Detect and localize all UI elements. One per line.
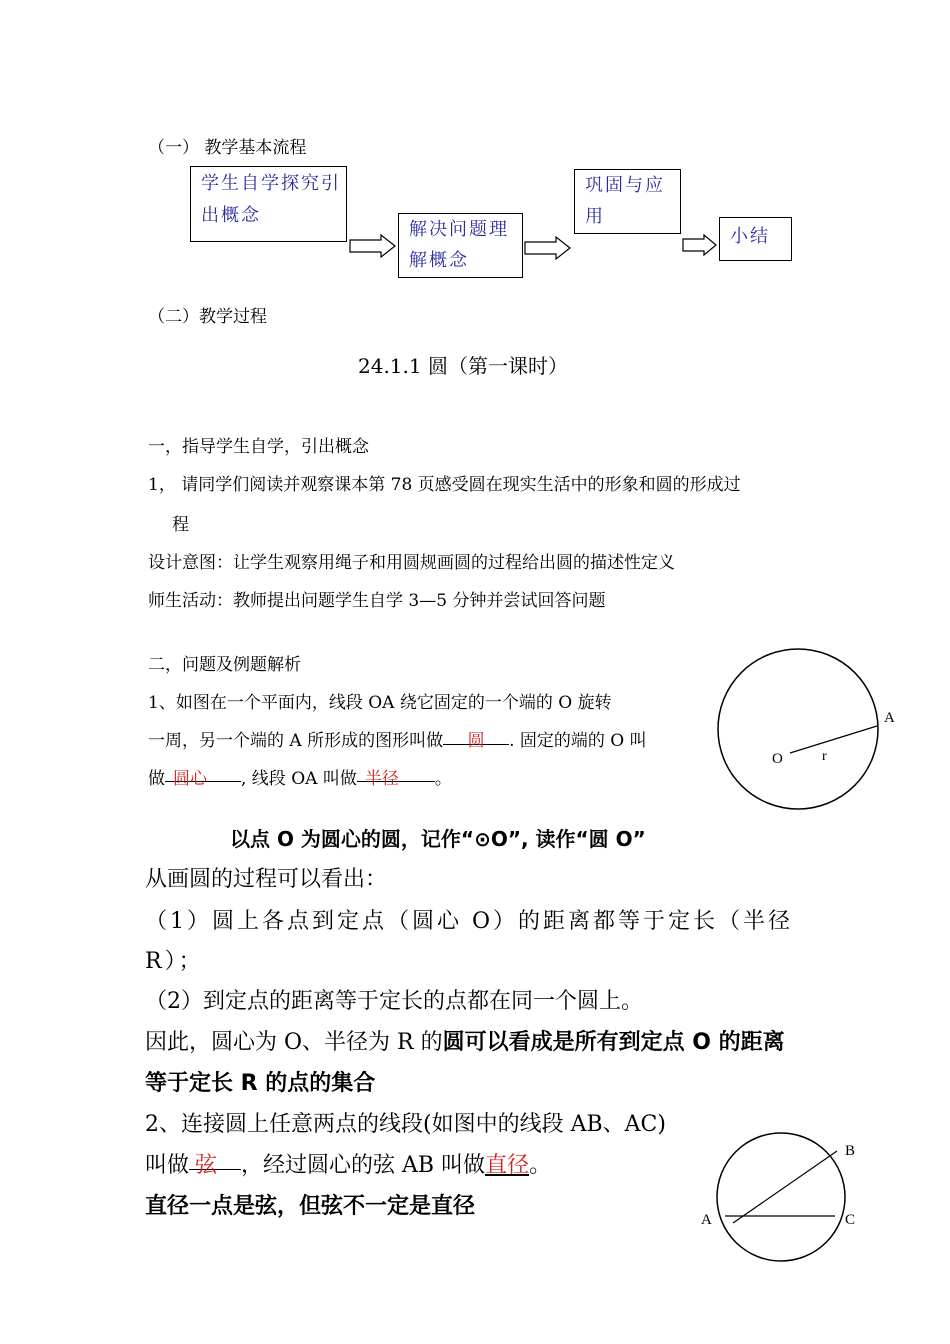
answer-blank-chord xyxy=(189,1148,241,1178)
point-2: （2）到定点的距离等于定长的点都在同一个圆上。 xyxy=(145,989,643,1014)
teacher-student-activity: 师生活动：教师提出问题学生自学 3—5 分钟并尝试回答问题 xyxy=(148,591,606,611)
circle-notation: 以点 O 为圆心的圆，记作“⊙O”, 读作“圆 O” xyxy=(230,827,646,851)
flow-box-self-study xyxy=(190,166,347,242)
flow-arrow-3 xyxy=(682,234,718,256)
flow-box-summary-label: 小结 xyxy=(730,226,770,247)
point-1: （1）圆上各点到定点（圆心 O）的距离都等于定长（半径 R）； xyxy=(145,909,794,974)
label-point-b: B xyxy=(845,1143,856,1159)
question1-line2-tail: . 固定的端的 O 叫 xyxy=(509,731,647,751)
conclusion-text: 因此，圆心为 O、半径为 R 的 xyxy=(145,1030,443,1055)
question1-line3 xyxy=(148,764,452,789)
question2-line1: 2、连接圆上任意两点的线段(如图中的线段 AB、AC) xyxy=(145,1112,666,1137)
question1-line2 xyxy=(148,726,647,751)
part1-heading: 一，指导学生自学，引出概念 xyxy=(148,437,369,457)
design-intent: 设计意图：让学生观察用绳子和用圆规画圆的过程给出圆的描述性定义 xyxy=(148,553,675,573)
answer-radius: 半径 xyxy=(364,769,399,789)
label-point-c: C xyxy=(845,1212,856,1228)
flow-box-consolidate xyxy=(574,169,681,234)
flow-box-solve xyxy=(398,213,523,278)
question2-line2-mid: ，经过圆心的弦 AB 叫做 xyxy=(241,1153,486,1178)
flow-box-self-study-label: 学生自学探究引出概念 xyxy=(201,173,341,226)
circle-outline xyxy=(718,649,878,809)
answer-blank-radius xyxy=(357,764,435,789)
flow-box-consolidate-label: 巩固与应用 xyxy=(585,175,665,227)
section1-heading: （一） 教学基本流程 xyxy=(148,138,307,158)
conclusion-bold-1: 圆可以看成是所有到定点 O 的距离 xyxy=(442,1030,785,1055)
diameter-chord-remark: 直径一点是弦，但弦不一定是直径 xyxy=(145,1194,476,1219)
question2-line2-text: 叫做 xyxy=(145,1153,190,1178)
observe-line: 从画圆的过程可以看出： xyxy=(145,867,388,892)
figure-circle-chords xyxy=(695,1125,870,1270)
question1-line3-mid: , 线段 OA 叫做 xyxy=(241,769,357,789)
question1-line3-tail: 。 xyxy=(434,769,452,789)
section2-heading: （二）教学过程 xyxy=(148,307,267,327)
conclusion-line2: 等于定长 R 的点的集合 xyxy=(145,1071,376,1096)
chord-ab xyxy=(733,1151,837,1223)
question2-line2-tail: 。 xyxy=(529,1153,552,1178)
circle-outline-2 xyxy=(717,1133,845,1261)
answer-blank-circle xyxy=(443,726,509,751)
question1-line1: 1、如图在一个平面内，线段 OA 绕它固定的一个端的 O 旋转 xyxy=(148,693,612,713)
flow-box-solve-label: 解决问题理解概念 xyxy=(409,219,509,271)
answer-chord: 弦 xyxy=(195,1153,218,1178)
question2-line2 xyxy=(145,1148,551,1179)
label-point-a: A xyxy=(884,710,895,726)
flow-arrow-2 xyxy=(524,236,572,260)
flow-box-summary xyxy=(719,217,792,261)
conclusion-line1 xyxy=(145,1025,785,1056)
part2-heading: 二，问题及例题解析 xyxy=(148,655,301,675)
question1-line3-text: 做 xyxy=(148,769,165,789)
part1-item1-line2: 程 xyxy=(172,515,189,535)
answer-diameter: 直径 xyxy=(485,1153,530,1178)
part1-item1-line1: 1， 请同学们阅读并观察课本第 78 页感受圆在现实生活中的形象和圆的形成过 xyxy=(148,475,741,495)
answer-circle: 圆 xyxy=(467,731,485,751)
figure-circle-radius xyxy=(700,640,915,820)
answer-blank-center xyxy=(165,764,241,789)
question1-line2-text: 一周，另一个端的 A 所形成的图形叫做 xyxy=(148,731,444,751)
label-point-o: O xyxy=(772,751,783,767)
label-point-a-2: A xyxy=(701,1212,712,1228)
lesson-title: 24.1.1 圆（第一课时） xyxy=(358,354,568,378)
answer-center: 圆心 xyxy=(173,769,207,789)
flow-arrow-1 xyxy=(349,234,397,258)
radius-segment xyxy=(790,726,877,753)
label-radius-r: r xyxy=(822,749,827,764)
